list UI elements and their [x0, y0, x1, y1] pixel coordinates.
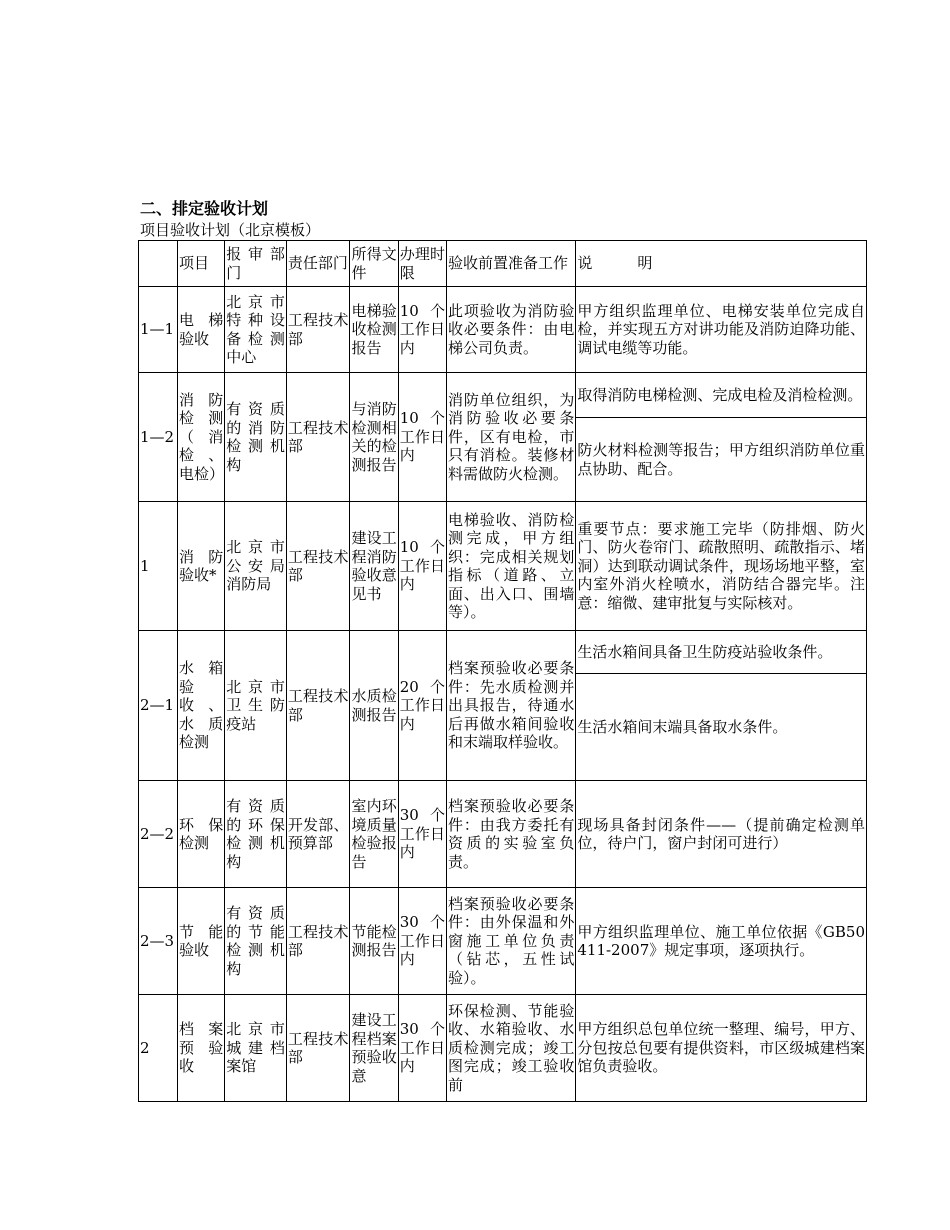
row-doc: 室内环境质量检验报告: [350, 781, 398, 888]
row-item: 消防验收*: [178, 502, 225, 631]
header-no: [139, 241, 178, 287]
table-row: [139, 888, 867, 995]
header-desc: 说 明: [576, 241, 867, 287]
row-item: 档案预验收: [178, 995, 225, 1102]
row-dept: 北京市卫生防疫站: [225, 631, 287, 781]
header-pre: 验收前置准备工作: [446, 241, 575, 287]
table-row: [139, 995, 867, 1102]
row-resp: 工程技术部: [286, 373, 350, 502]
table-row: [139, 373, 867, 418]
row-limit: 30个工作日内: [398, 781, 446, 888]
row-no: 1—2: [139, 373, 178, 502]
row-item: 节能验收: [178, 888, 225, 995]
row-pre: 环保检测、节能验收、水箱验收、水质检测完成；竣工图完成；竣工验收前: [446, 995, 575, 1102]
row-pre: 档案预验收必要条件：先水质检测并出具报告，待通水后再做水箱间验收和末端取样验收。: [446, 631, 575, 781]
table-header-row: [139, 241, 867, 287]
row-no: 2—1: [139, 631, 178, 781]
row-doc: 水质检测报告: [350, 631, 398, 781]
header-limit: 办理时限: [398, 241, 446, 287]
row-dept: 有资质的环保检测机构: [225, 781, 287, 888]
row-pre: 消防单位组织，为消防验收必要条件，区有电检，市只有消检。装修材料需做防火检测。: [446, 373, 575, 502]
table-row: [139, 287, 867, 373]
table-row: [139, 502, 867, 631]
row-pre: 电梯验收、消防检测完成，甲方组织：完成相关规划指标（道路、立面、出入口、围墙等）。: [446, 502, 575, 631]
row-item: 环保检测: [178, 781, 225, 888]
row-resp: 工程技术部: [286, 287, 350, 373]
row-dept: 有资质的消防检测机构: [225, 373, 287, 502]
row-desc: 重要节点：要求施工完毕（防排烟、防火门、防火卷帘门、疏散照明、疏散指示、堵洞）达到联动调试条件，现场场地平整，室内室外消火栓喷水，消防结合器完毕。注意：缩微、建审批复与实际核对。: [576, 502, 867, 631]
row-desc-part-a: 生活水箱间具备卫生防疫站验收条件。: [576, 631, 867, 674]
row-resp: 工程技术部: [286, 995, 350, 1102]
row-limit: 30个工作日内: [398, 995, 446, 1102]
row-dept: 北京市城建档案馆: [225, 995, 287, 1102]
table-caption: 项目验收计划（北京模板）: [140, 221, 321, 239]
row-no: 2—2: [139, 781, 178, 888]
row-item: 电梯验收: [178, 287, 225, 373]
row-desc: 现场具备封闭条件——（提前确定检测单位，待户门，窗户封闭可进行）: [576, 781, 867, 888]
row-limit: 10个工作日内: [398, 373, 446, 502]
row-no: 2—3: [139, 888, 178, 995]
row-limit: 10个工作日内: [398, 287, 446, 373]
row-resp: 工程技术部: [286, 888, 350, 995]
row-desc: 甲方组织监理单位、施工单位依据《GB50411-2007》规定事项，逐项执行。: [576, 888, 867, 995]
table-row: [139, 781, 867, 888]
row-resp: 工程技术部: [286, 631, 350, 781]
row-dept: 北京市公安局消防局: [225, 502, 287, 631]
row-no: 2: [139, 995, 178, 1102]
row-pre: 此项验收为消防验收必要条件：由电梯公司负责。: [446, 287, 575, 373]
row-item: 消防检测（消检、电检）: [178, 373, 225, 502]
row-desc: 甲方组织总包单位统一整理、编号，甲方、分包按总包要有提供资料，市区级城建档案馆负责验收。: [576, 995, 867, 1102]
row-limit: 10个工作日内: [398, 502, 446, 631]
acceptance-plan-table: [138, 240, 867, 1102]
header-resp: 责任部门: [286, 241, 350, 287]
row-dept: 有资质的节能检测机构: [225, 888, 287, 995]
row-desc-part-b: 生活水箱间末端具备取水条件。: [576, 674, 867, 781]
table-row: [139, 631, 867, 674]
section-heading: 二、排定验收计划: [140, 199, 269, 218]
header-doc: 所得文件: [350, 241, 398, 287]
row-desc: 甲方组织监理单位、电梯安装单位完成自检，并实现五方对讲功能及消防迫降功能、调试电缆等功能。: [576, 287, 867, 373]
row-resp: 开发部、预算部: [286, 781, 350, 888]
header-dept: 报审部门: [225, 241, 287, 287]
row-doc: 电梯验收检测报告: [350, 287, 398, 373]
row-pre: 档案预验收必要条件：由外保温和外窗施工单位负责（钻芯，五性试验）。: [446, 888, 575, 995]
header-item: 项目: [178, 241, 225, 287]
row-doc: 节能检测报告: [350, 888, 398, 995]
row-doc: 与消防检测相关的检测报告: [350, 373, 398, 502]
row-item: 水箱验收、水质检测: [178, 631, 225, 781]
row-pre: 档案预验收必要条件：由我方委托有资质的实验室负责。: [446, 781, 575, 888]
row-resp: 工程技术部: [286, 502, 350, 631]
row-doc: 建设工程档案预验收意: [350, 995, 398, 1102]
row-desc-part-b: 防火材料检测等报告；甲方组织消防单位重点协助、配合。: [576, 418, 867, 502]
row-doc: 建设工程消防验收意见书: [350, 502, 398, 631]
row-no: 1—1: [139, 287, 178, 373]
row-limit: 30个工作日内: [398, 888, 446, 995]
row-limit: 20个工作日内: [398, 631, 446, 781]
row-desc-part-a: 取得消防电梯检测、完成电检及消检检测。: [576, 373, 867, 418]
row-dept: 北京市特种设备检测中心: [225, 287, 287, 373]
row-no: 1: [139, 502, 178, 631]
